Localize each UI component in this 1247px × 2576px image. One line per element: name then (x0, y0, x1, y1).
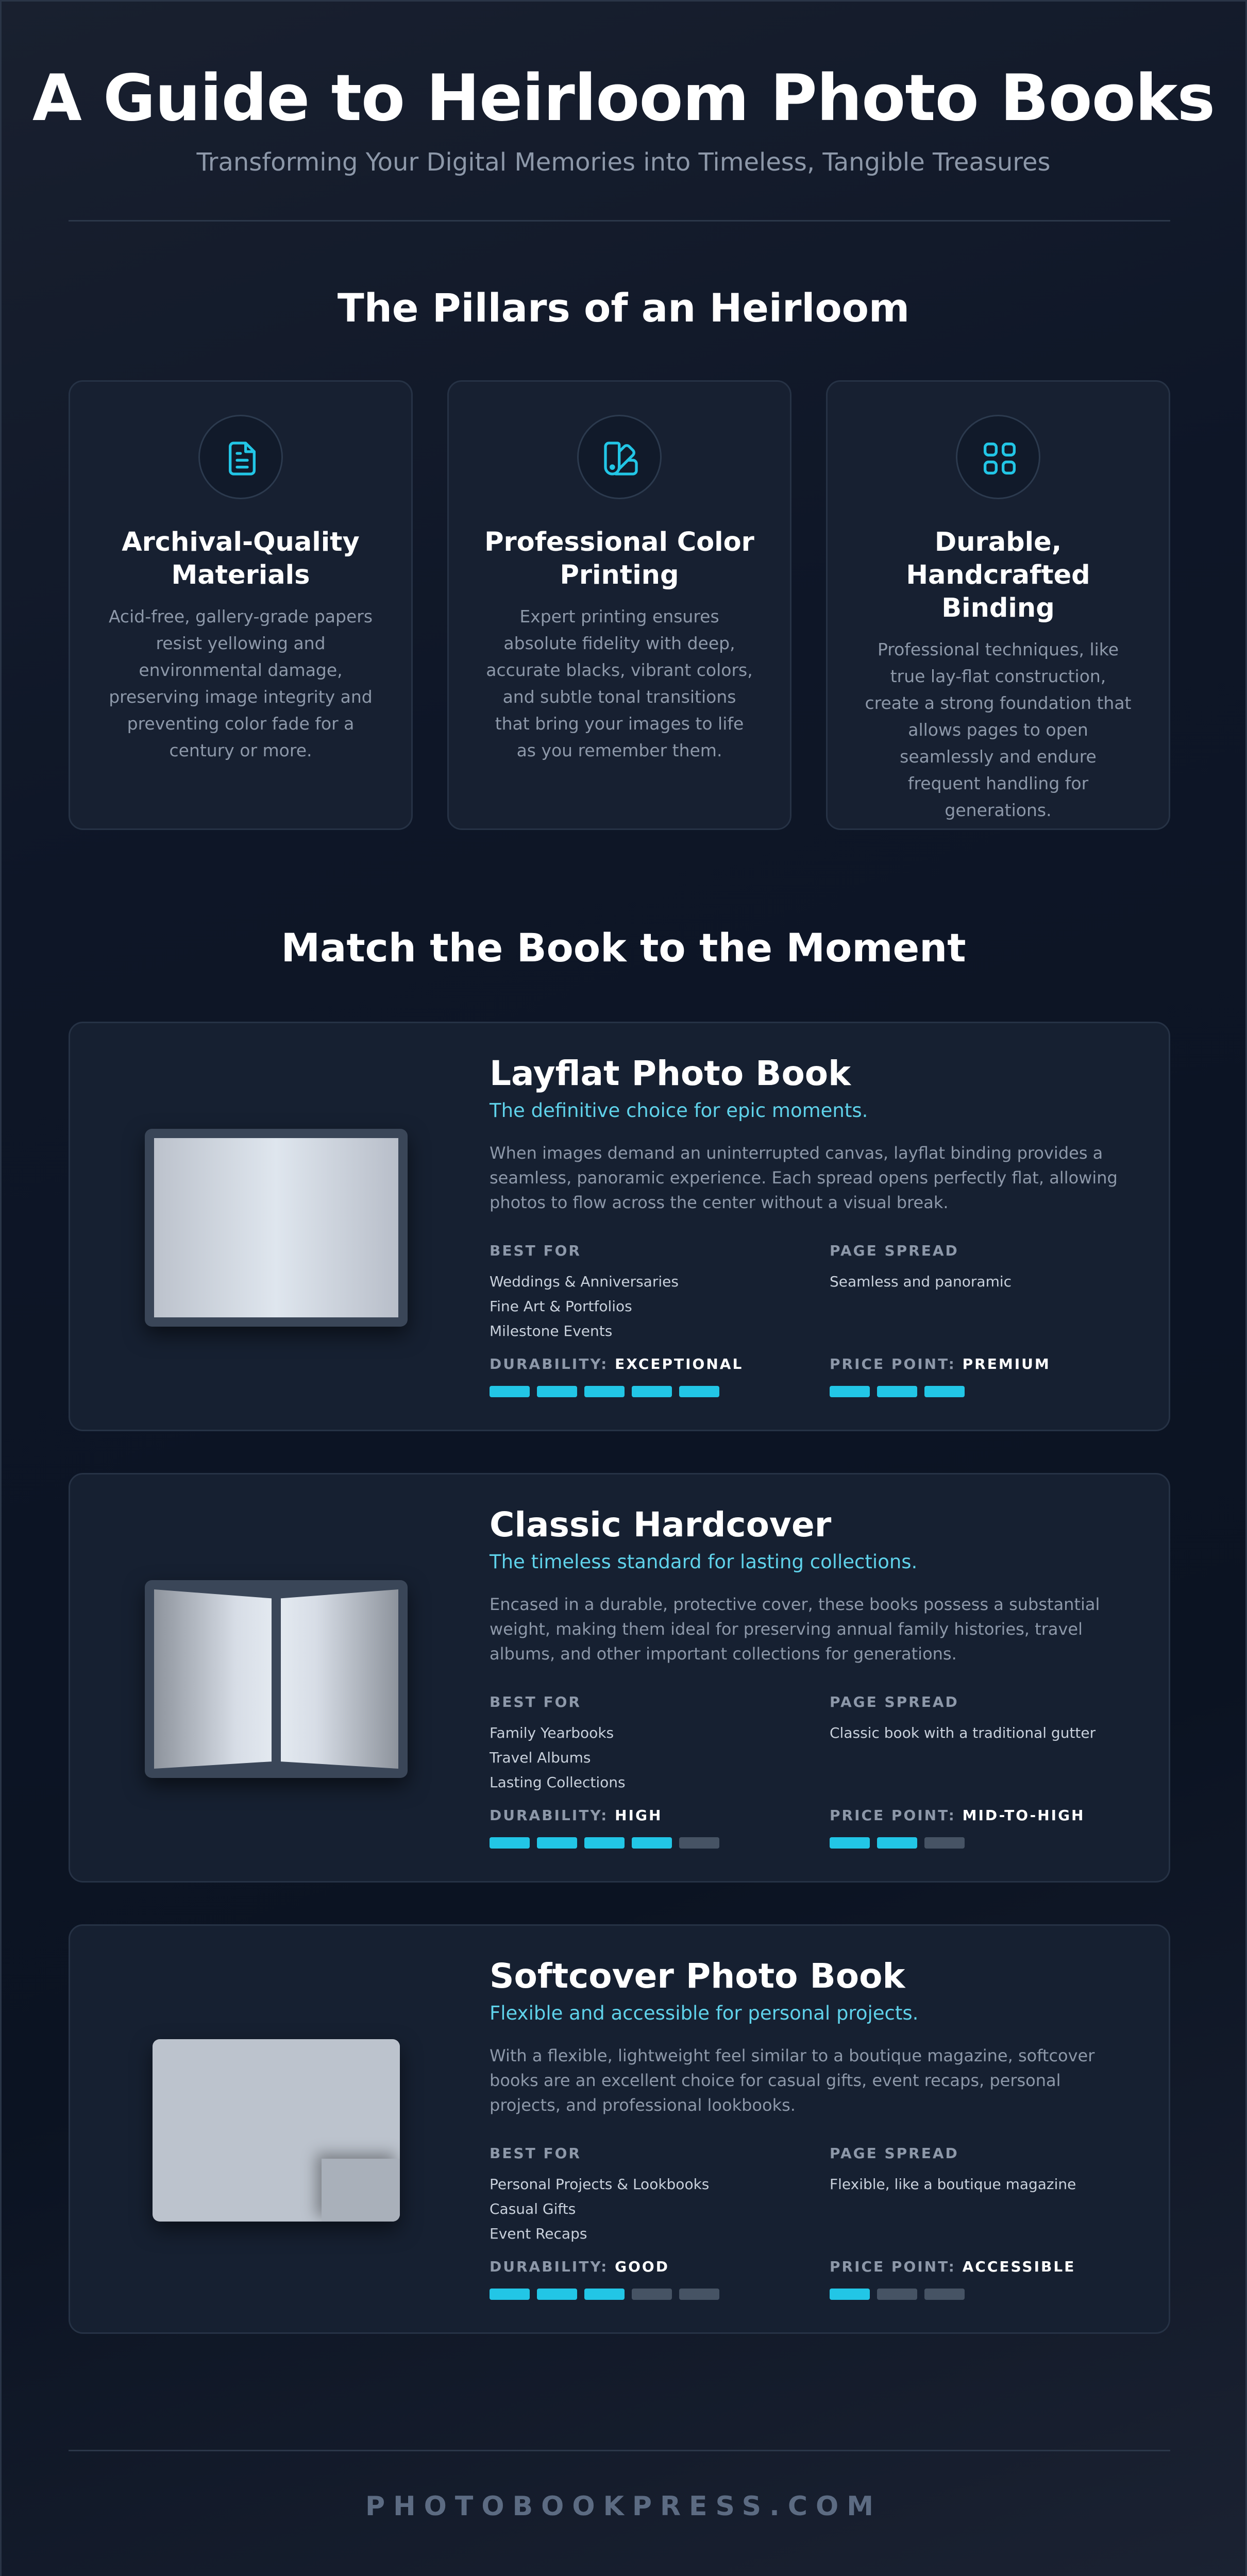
book-description: When images demand an uninterrupted canvas, layflat binding provides a seamless, panoramic experience. Each spread opens perfectly flat, allowing photos to flow across the center without a visual break. (490, 1143, 1118, 1212)
durability-label: DURABILITY: (490, 1807, 609, 1824)
footer-site-name: PHOTOBOOKPRESS.COM (365, 2491, 882, 2522)
page-header (2, 2, 1245, 178)
header-divider (69, 220, 1170, 222)
books-section-title: Match the Book to the Moment (281, 925, 966, 971)
meter-segment (877, 2289, 917, 2300)
price-point-label: PRICE POINT: (830, 1355, 956, 1372)
best-for-list (490, 2172, 709, 2246)
meter-segment (679, 1386, 719, 1397)
page-subtitle: Transforming Your Digital Memories into Timeless, Tangible Treasures (196, 148, 1051, 177)
price-point-label: PRICE POINT: (830, 2258, 956, 2275)
layflat-book-illustration (145, 1129, 408, 1327)
footer-divider (69, 2450, 1170, 2451)
durability-meter (490, 1386, 719, 1397)
meter-segment (632, 1837, 672, 1849)
meter-segment (490, 1837, 530, 1849)
book-title: Layflat Photo Book (490, 1054, 851, 1093)
pillars-grid (69, 380, 1170, 832)
meter-segment (490, 2289, 530, 2300)
durability-value: GOOD (615, 2258, 669, 2275)
pillar-title: Archival-Quality Materials (122, 527, 360, 590)
best-for-list (490, 1721, 626, 1795)
list-item: Lasting Collections (490, 1774, 626, 1791)
durability-label: DURABILITY: (490, 2258, 609, 2275)
pillar-title: Durable, Handcrafted Binding (906, 527, 1090, 623)
book-card-softcover (69, 1924, 1170, 2334)
meter-segment (537, 1386, 577, 1397)
best-for-label: BEST FOR (490, 2145, 581, 2162)
list-item: Travel Albums (490, 1749, 591, 1766)
book-card-layflat (69, 1022, 1170, 1431)
best-for-list (490, 1269, 679, 1344)
meter-segment (877, 1837, 917, 1849)
durability-value: HIGH (615, 1807, 663, 1824)
page-spread-value: Flexible, like a boutique magazine (830, 2176, 1076, 2193)
meter-segment (632, 2289, 672, 2300)
durability-meter (490, 2289, 719, 2300)
meter-segment (537, 1837, 577, 1849)
softcover-book-illustration (145, 2031, 408, 2229)
pillar-card-color-printing (447, 380, 791, 830)
meter-segment (924, 1837, 965, 1849)
meter-segment (584, 2289, 625, 2300)
list-item: Milestone Events (490, 1323, 613, 1340)
hardcover-book-illustration (145, 1580, 408, 1778)
durability-value: EXCEPTIONAL (615, 1355, 744, 1372)
meter-segment (877, 1386, 917, 1397)
meter-segment (490, 1386, 530, 1397)
pillar-description: Expert printing ensures absolute fidelity with deep, accurate blacks, vibrant colors, and subtle tonal transitions that bring your images to life as you remember them. (486, 606, 753, 760)
price-meter (830, 1837, 965, 1849)
meter-segment (924, 1386, 965, 1397)
page-spread-value: Classic book with a traditional gutter (830, 1724, 1096, 1741)
meter-segment (830, 2289, 870, 2300)
pillar-description: Acid-free, gallery-grade papers resist yellowing and environmental damage, preserving image integrity and preventing color fade for a century or more. (108, 606, 373, 760)
list-item: Family Yearbooks (490, 1724, 614, 1741)
meter-segment (679, 2289, 719, 2300)
price-point-value: PREMIUM (962, 1355, 1051, 1372)
page-title: A Guide to Heirloom Photo Books (32, 61, 1215, 135)
durability-rating (490, 1355, 743, 1374)
pillars-section-title: The Pillars of an Heirloom (337, 285, 910, 331)
pillar-title: Professional Color Printing (484, 527, 754, 590)
best-for-label: BEST FOR (490, 1693, 581, 1710)
meter-segment (924, 2289, 965, 2300)
page-spread-value: Seamless and panoramic (830, 1273, 1012, 1290)
price-meter (830, 1386, 965, 1397)
list-item: Casual Gifts (490, 2200, 576, 2217)
page-spread-label: PAGE SPREAD (830, 1242, 959, 1259)
book-tagline: The timeless standard for lasting collections. (490, 1551, 918, 1573)
meter-segment (679, 1837, 719, 1849)
color-swatch-icon (577, 415, 662, 499)
book-card-hardcover (69, 1473, 1170, 1883)
book-description: With a flexible, lightweight feel similar to a boutique magazine, softcover books are an excellent choice for casual gifts, event recaps, personal projects, and professional lookbooks. (490, 2046, 1095, 2115)
meter-segment (830, 1386, 870, 1397)
book-title: Softcover Photo Book (490, 1956, 905, 1996)
price-point-value: ACCESSIBLE (962, 2258, 1076, 2275)
price-point-value: MID-TO-HIGH (962, 1807, 1085, 1824)
meter-segment (584, 1386, 625, 1397)
best-for-label: BEST FOR (490, 1242, 581, 1259)
book-tagline: The definitive choice for epic moments. (490, 1099, 868, 1122)
meter-segment (632, 1386, 672, 1397)
price-point-rating (830, 1355, 1051, 1374)
meter-segment (537, 2289, 577, 2300)
book-tagline: Flexible and accessible for personal projects. (490, 2002, 919, 2024)
meter-segment (830, 1837, 870, 1849)
list-item: Personal Projects & Lookbooks (490, 2176, 710, 2193)
list-item: Event Recaps (490, 2225, 587, 2242)
list-item: Fine Art & Portfolios (490, 1298, 632, 1315)
book-title: Classic Hardcover (490, 1505, 832, 1545)
price-point-rating (830, 2258, 1075, 2276)
pillar-card-archival (69, 380, 413, 830)
durability-rating (490, 2258, 669, 2276)
list-item: Weddings & Anniversaries (490, 1273, 679, 1290)
pillar-card-binding (826, 380, 1170, 830)
durability-rating (490, 1806, 662, 1825)
price-meter (830, 2289, 965, 2300)
meter-segment (584, 1837, 625, 1849)
durability-label: DURABILITY: (490, 1355, 609, 1372)
page-spread-label: PAGE SPREAD (830, 2145, 959, 2162)
document-icon (198, 415, 283, 499)
grid-icon (956, 415, 1040, 499)
page-spread-label: PAGE SPREAD (830, 1693, 959, 1710)
book-description: Encased in a durable, protective cover, these books possess a substantial weight, making them ideal for preserving annual family histories, travel albums, and other important collections for generations. (490, 1595, 1100, 1664)
pillar-description: Professional techniques, like true lay-flat construction, create a strong foundation that allows pages to open seamlessly and endure frequent handling for generations. (865, 639, 1132, 820)
durability-meter (490, 1837, 719, 1849)
price-point-rating (830, 1806, 1085, 1825)
price-point-label: PRICE POINT: (830, 1807, 956, 1824)
